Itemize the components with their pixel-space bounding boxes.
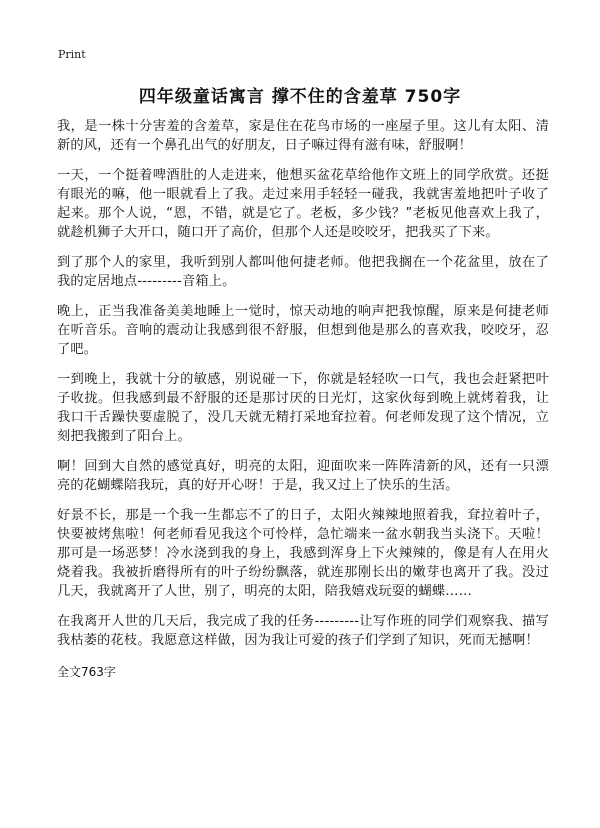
article-paragraph: 我，是一株十分害羞的含羞草，家是住在花鸟市场的一座屋子里。这儿有太阳、清新的风，还有一个鼻孔出气的好朋友，日子嘛过得有滋有味，舒服啊！ <box>57 119 549 153</box>
article-paragraph: 啊！回到大自然的感觉真好，明亮的太阳，迎面吹来一阵阵清新的风，还有一只漂亮的花蝴蝶陪我玩，真的好开心呀！于是，我又过上了快乐的生活。 <box>57 459 549 493</box>
article-paragraph: 一到晚上，我就十分的敏感，别说碰一下，你就是轻轻吹一口气，我也会赶紧把叶子收拢。但我感到最不舒服的还是那讨厌的日光灯，这家伙每到晚上就烤着我，让我口干舌躁快要虚脱了，没几天就无精打采地耷拉着。何老师发现了这个情况，立刻把我搬到了阳台上。 <box>57 372 549 444</box>
article-paragraph: 到了那个人的家里，我听到别人都叫他何捷老师。他把我搁在一个花盆里，放在了我的定居地点---------音箱上。 <box>57 255 549 289</box>
word-count: 全文763字 <box>57 665 116 679</box>
article-paragraph: 在我离开人世的几天后，我完成了我的任务---------让写作班的同学们观察我、描写我枯萎的花枝。我愿意这样做，因为我让可爱的孩子们学到了知识，死而无撼啊！ <box>57 614 549 648</box>
article-paragraph: 好景不长，那是一个我一生都忘不了的日子，太阳火辣辣地照着我，耷拉着叶子，快要被烤焦啦！何老师看见我这个可怜样，急忙端来一盆水朝我当头浇下。天啦！那可是一场恶梦！冷水浇到我的身上，我感到浑身上下火辣辣的，像是有人在用火烧着我。我被折磨得所有的叶子纷纷飘落，就连那刚长出的嫩芽也离开了我。没过几天，我就离开了人世，别了，明亮的太阳，陪我嬉戏玩耍的蝴蝶…… <box>57 508 549 599</box>
article-paragraph: 晚上，正当我准备美美地睡上一觉时，惊天动地的响声把我惊醒，原来是何捷老师在听音乐。音响的震动让我感到很不舒服，但想到他是那么的喜欢我，咬咬牙，忍了吧。 <box>57 304 549 357</box>
print-link[interactable]: Print <box>58 48 86 61</box>
article-body <box>57 117 549 680</box>
article-paragraph: 一天，一个挺着啤酒肚的人走进来，他想买盆花草给他作文班上的同学欣赏。还挺有眼光的嘛，他一眼就看上了我。走过来用手轻轻一碰我，我就害羞地把叶子收了起来。那个人说，“恩，不错，就是它了。老板，多少钱？”老板见他喜欢上我了，就趁机狮子大开口，随口开了高价，但那个人还是咬咬牙，把我买了下来。 <box>57 168 549 240</box>
article-title: 四年级童话寓言 撑不住的含羞草 750字 <box>138 87 462 107</box>
